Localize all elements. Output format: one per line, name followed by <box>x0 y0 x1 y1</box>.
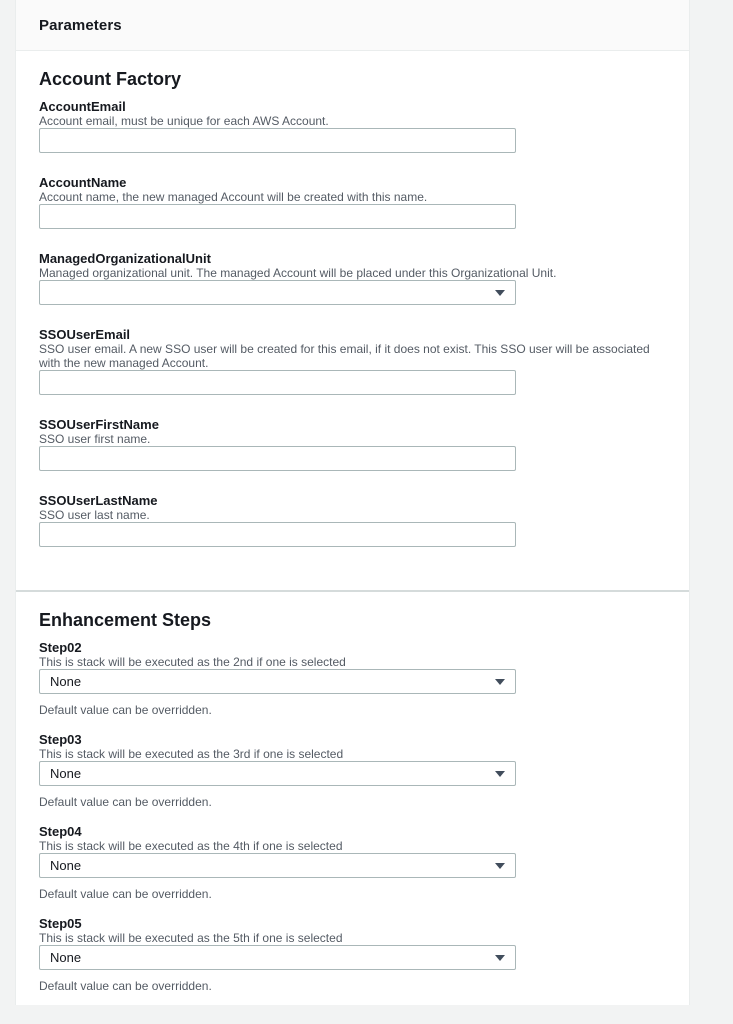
field-description: This is stack will be executed as the 4th if one is selected <box>39 839 343 853</box>
step04-select[interactable] <box>39 853 516 878</box>
field-step03 <box>39 732 666 809</box>
field-description: Managed organizational unit. The managed Account will be placed under this Organizational Unit. <box>39 266 557 280</box>
chevron-down-icon <box>495 955 505 961</box>
chevron-down-icon <box>495 863 505 869</box>
select-value: None <box>50 858 82 873</box>
field-step05 <box>39 916 666 993</box>
field-step04 <box>39 824 666 901</box>
constraint-text: Default value can be overridden. <box>39 703 212 717</box>
field-description: This is stack will be executed as the 3rd if one is selected <box>39 747 344 761</box>
field-label: AccountEmail <box>39 99 126 114</box>
chevron-down-icon <box>495 771 505 777</box>
select-value: None <box>50 674 82 689</box>
field-label: ManagedOrganizationalUnit <box>39 251 211 266</box>
managedorganizationalunit-select[interactable] <box>39 280 516 305</box>
field-description: SSO user email. A new SSO user will be created for this email, if it does not exist. This SSO user will be associated with the new managed Account. <box>39 342 650 370</box>
field-label: Step03 <box>39 732 82 747</box>
section-heading-enhancement-steps: Enhancement Steps <box>39 610 212 630</box>
step05-select[interactable] <box>39 945 516 970</box>
field-step02 <box>39 640 666 717</box>
constraint-text: Default value can be overridden. <box>39 795 212 809</box>
field-description: SSO user last name. <box>39 508 150 522</box>
select-value: None <box>50 950 82 965</box>
field-label: Step05 <box>39 916 82 931</box>
field-accountname <box>39 175 666 229</box>
field-description: Account name, the new managed Account will be created with this name. <box>39 190 428 204</box>
section-heading-account-factory: Account Factory <box>39 69 182 89</box>
field-ssouserlastname <box>39 493 666 547</box>
field-ssouseremail <box>39 327 666 395</box>
ssouserlastname-input[interactable] <box>39 522 516 547</box>
step02-select[interactable] <box>39 669 516 694</box>
field-label: SSOUserLastName <box>39 493 158 508</box>
field-accountemail <box>39 99 666 153</box>
field-label: Step04 <box>39 824 82 839</box>
field-description: SSO user first name. <box>39 432 151 446</box>
parameters-panel <box>15 0 690 1005</box>
select-value: None <box>50 766 82 781</box>
chevron-down-icon <box>495 679 505 685</box>
page-title: Parameters <box>39 16 122 34</box>
field-description: Account email, must be unique for each AWS Account. <box>39 114 329 128</box>
field-label: Step02 <box>39 640 82 655</box>
chevron-down-icon <box>495 290 505 296</box>
accountemail-input[interactable] <box>39 128 516 153</box>
parameters-header <box>16 0 689 51</box>
field-label: AccountName <box>39 175 127 190</box>
field-label: SSOUserFirstName <box>39 417 159 432</box>
step03-select[interactable] <box>39 761 516 786</box>
ssouserfirstname-input[interactable] <box>39 446 516 471</box>
field-description: This is stack will be executed as the 2nd if one is selected <box>39 655 346 669</box>
field-label: SSOUserEmail <box>39 327 131 342</box>
constraint-text: Default value can be overridden. <box>39 887 212 901</box>
field-managedorganizationalunit <box>39 251 666 305</box>
ssouseremail-input[interactable] <box>39 370 516 395</box>
constraint-text: Default value can be overridden. <box>39 979 212 993</box>
section-enhancement-steps <box>16 591 689 1005</box>
accountname-input[interactable] <box>39 204 516 229</box>
field-ssouserfirstname <box>39 417 666 471</box>
section-account-factory <box>16 51 689 591</box>
field-description: This is stack will be executed as the 5th if one is selected <box>39 931 343 945</box>
